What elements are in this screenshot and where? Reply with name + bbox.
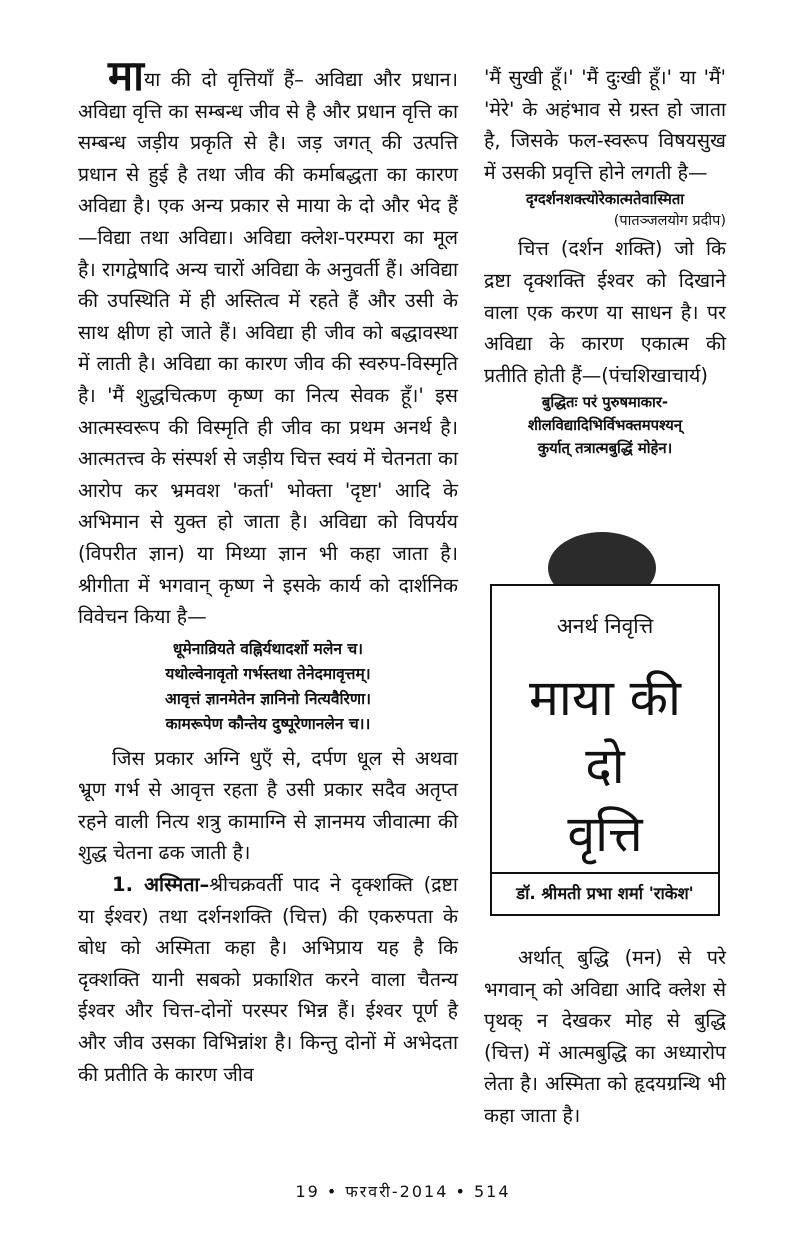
paragraph-analogy: जिस प्रकार अग्नि धुएँ से, दर्पण धूल से अथवा भ्रूण गर्भ से आवृत्त रहता है उसी प्रकार सदैव अतृप्त रहने वाली नित्य शत्रु कामाग्नि से ज्ञानमय जीवात्मा की शुद्ध चेतना ढक जाती है। xyxy=(78,746,458,865)
verse-line: कुर्यात् तत्रात्मबुद्धिं मोहेन। xyxy=(537,440,673,458)
shloka-line: धूमेनाव्रियते वह्निर्यथादर्शो मलेन च। xyxy=(172,639,364,658)
series-kicker: अनर्थ निवृत्ति xyxy=(556,614,654,638)
article-title-line: वृत्ति xyxy=(567,805,643,863)
paragraph-ego: 'मैं सुखी हूँ।' 'मैं दुःखी हूँ।' या 'मैं' 'मेरे' के अहंभाव से ग्रस्त हो जाता है, जिसके फल-स्वरूप विषयसुख में उसकी प्रवृत्ति होने लगती है— xyxy=(484,66,726,184)
shloka-line: कामरूपेण कौन्तेय दुष्पूरेणानलेन च।। xyxy=(165,714,371,733)
sutra-source: (पातञ्जलयोग प्रदीप) xyxy=(613,213,726,230)
verse-line: शीलविद्यादिभिर्विभक्तमपश्यन् xyxy=(527,417,683,435)
page-footer: 19 • फरवरी-2014 • 514 xyxy=(295,1182,511,1201)
paragraph-intro-text: या की दो वृत्तियाँ हैं– अविद्या और प्रधान। अविद्या वृत्ति का सम्बन्ध जीव से है और प्रधान वृत्ति का सम्बन्ध जड़ीय प्रकृति से है। जड़ जगत् की उत्पत्ति प्रधान से हुई है तथा जीव की कर्माबद्धता का कारण अविद्या है। एक अन्य प्रकार से माया के दो और भेद हैं—विद्या तथा अविद्या। अविद्या क्लेश-परम्परा का मूल है। रागद्वेषादि अन्य चारों अविद्या के अनुवर्ती हैं। अविद्या की उपस्थिति में ही अस्तित्व में रहते हैं और उसी के साथ क्षीण हो जाते हैं। अविद्या ही जीव को बद्धावस्था में लाती है। अविद्या का कारण जीव की स्वरुप-विस्मृति है। 'मैं शुद्धचित्कण कृष्ण का नित्य सेवक हूँ।' इस आत्मस्वरूप की विस्मृति ही जीव का प्रथम अनर्थ है। आत्मतत्त्व के संस्पर्श से जड़ीय चित्त स्वयं में चेतनता का आरोप कर भ्रमवश 'कर्ता' भोक्ता 'दृष्टा' आदि के अभिमान से युक्त हो जाता है। अविद्या को विपर्यय (विपरीत ज्ञान) या मिथ्या ज्ञान भी कहा जाता है। श्रीगीता में भगवान् कृष्ण ने इसके कार्य को दार्शनिक विवेचन किया है— xyxy=(78,68,458,629)
paragraph-meaning: अर्थात् बुद्धि (मन) से परे भगवान् को अविद्या आदि क्लेश से पृथक् न देखकर मोह से बुद्धि (चित्त) में आत्मबुद्धि का अध्यारोप लेता है। अस्मिता को हृदयग्रन्थि भी कहा जाता है। xyxy=(484,946,726,1127)
right-column-top xyxy=(484,62,726,460)
gita-shloka xyxy=(78,637,458,737)
verse-line: बुद्धितः परं पुरुषमाकार- xyxy=(541,394,669,412)
article-title-line: माया की xyxy=(528,669,682,727)
article-title-line: दो xyxy=(585,737,625,795)
article-title-box xyxy=(490,584,720,916)
panchashikha-verse xyxy=(484,391,726,460)
right-column-bottom xyxy=(484,942,726,1132)
yoga-sutra: दृग्दर्शनशक्त्योरेकात्मतेवास्मिता xyxy=(525,191,685,209)
paragraph-asmita xyxy=(78,869,458,1090)
shloka-line: आवृत्तं ज्ञानमेतेन ज्ञानिनो नित्यवैरिणा। xyxy=(165,689,371,708)
section-heading-asmita: 1. अस्मिता– xyxy=(112,873,210,897)
author-byline: डॉ. श्रीमती प्रभा शर्मा 'राकेश' xyxy=(490,872,720,914)
shloka-line: यथोल्वेनावृतो गर्भस्तथा तेनेदमावृत्तम्। xyxy=(165,664,371,683)
paragraph-asmita-text: श्रीचक्रवर्ती पाद ने दृक्शक्ति (द्रष्टा या ईश्वर) तथा दर्शनशक्ति (चित्त) की एकरुपता के बोध को अस्मिता कहा है। अभिप्राय यह है कि दृक्शक्ति यानी सबको प्रकाशित करने वाला चैतन्य ईश्वर और चित्त-दोनों परस्पर भिन्न हैं। ईश्वर पूर्ण है और जीव उसका विभिन्नांश है। किन्तु दोनों में अभेदता की प्रतीति के कारण जीव xyxy=(78,873,458,1086)
paragraph-chitta: चित्त (दर्शन शक्ति) जो कि द्रष्टा दृक्शक्ति ईश्वर को दिखाने वाला एक करण या साधन है। पर अविद्या के कारण एकात्म की प्रतीति होती हैं—(पंचशिखाचार्य) xyxy=(484,237,726,387)
drop-cap: मा xyxy=(108,51,144,100)
paragraph-intro xyxy=(78,51,458,633)
left-column xyxy=(78,51,458,1090)
